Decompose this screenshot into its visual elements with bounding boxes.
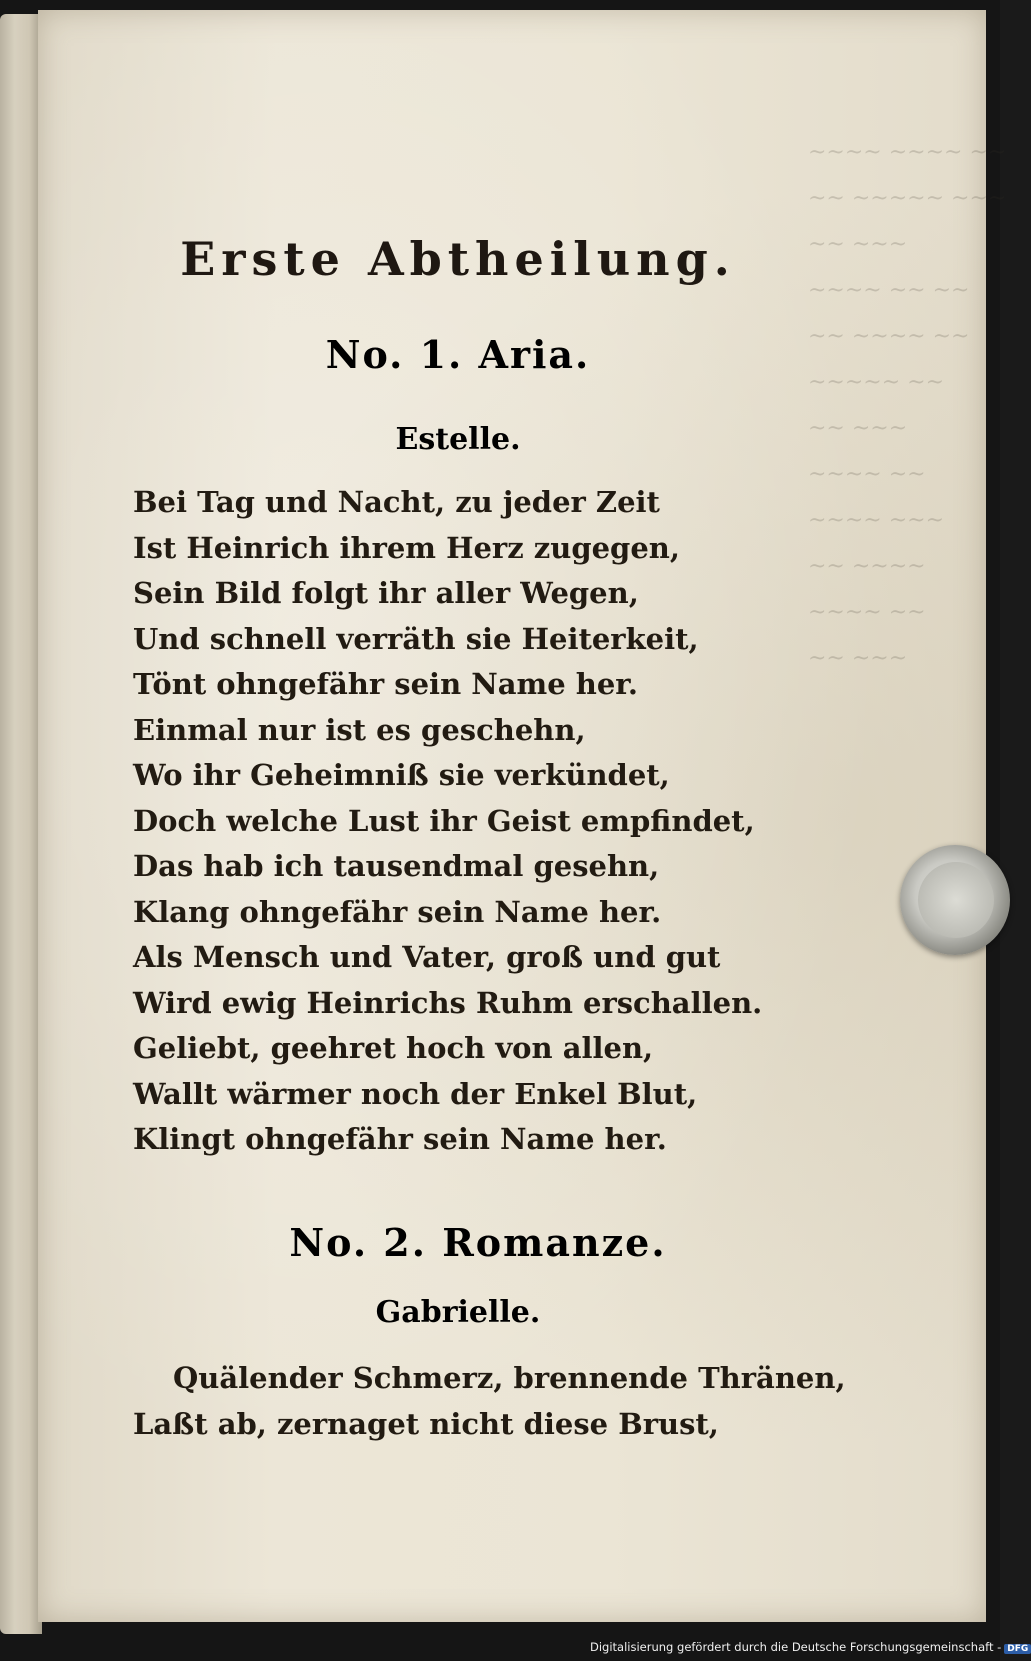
verse-line: Tönt ohngefähr sein Name her. [133,667,639,701]
section-heading-1: No. 1. Aria. [325,332,591,377]
verse-line: Quälender Schmerz, brennende Thränen, [173,1361,846,1395]
bleed-through-text: ~~~~ ~~~~ ~~ ~~ ~~~~~ ~~~ ~~ ~~~ ~~~~ ~~ ~~ ~~ ~~~~ ~~ ~~~~~ ~~ ~~ ~~~ ~~~~ ~~ ~~~~ ~~~ ~~ ~~~~ ~~~~ ~~ ~~ ~~~ [808,140,1007,671]
verse-line: Wallt wärmer noch der Enkel Blut, [133,1076,698,1111]
verse-line: Laßt ab, zernaget nicht diese Brust, [133,1407,719,1441]
verse-line: Wird ewig Heinrichs Ruhm erschallen. [133,985,763,1020]
speaker-name-2: Gabrielle. [375,1295,541,1330]
book-binding-edge [0,14,42,1634]
verse-line: Einmal nur ist es geschehn, [133,712,586,747]
verse-line: Ist Heinrich ihrem Herz zugegen, [133,530,680,565]
verse-line: Geliebt, geehret hoch von allen, [133,1031,654,1065]
paper-clip-inner [918,862,994,938]
verse-line: Doch welche Lust ihr Geist empfindet, [133,803,755,838]
digitization-credit [590,1640,1029,1660]
book-page [38,10,1007,1622]
verse-line: Klingt ohngefähr sein Name her. [133,1122,667,1156]
verse-line: Bei Tag und Nacht, zu jeder Zeit [133,485,660,519]
dfg-logo-icon: DFG [1004,1644,1031,1654]
verse-line: Und schnell verräth sie Heiterkeit, [133,621,699,656]
verse-block-2 [133,1355,846,1447]
section-heading-2: No. 2. Romanze. [289,1220,667,1265]
verse-line: Das hab ich tausendmal gesehn, [133,849,660,883]
verse-line: Als Mensch und Vater, groß und gut [133,940,721,974]
verse-line: Wo ihr Geheimniß sie verkündet, [133,758,670,792]
page-title: Erste Abtheilung. [180,232,736,286]
verse-block-1 [133,480,793,1163]
credit-text: Digitalisierung gefördert durch die Deutsche Forschungsgemeinschaft - [590,1640,1002,1654]
speaker-name-1: Estelle. [395,422,521,457]
verse-line: Klang ohngefähr sein Name her. [133,894,662,929]
verse-line: Sein Bild folgt ihr aller Wegen, [133,576,639,610]
